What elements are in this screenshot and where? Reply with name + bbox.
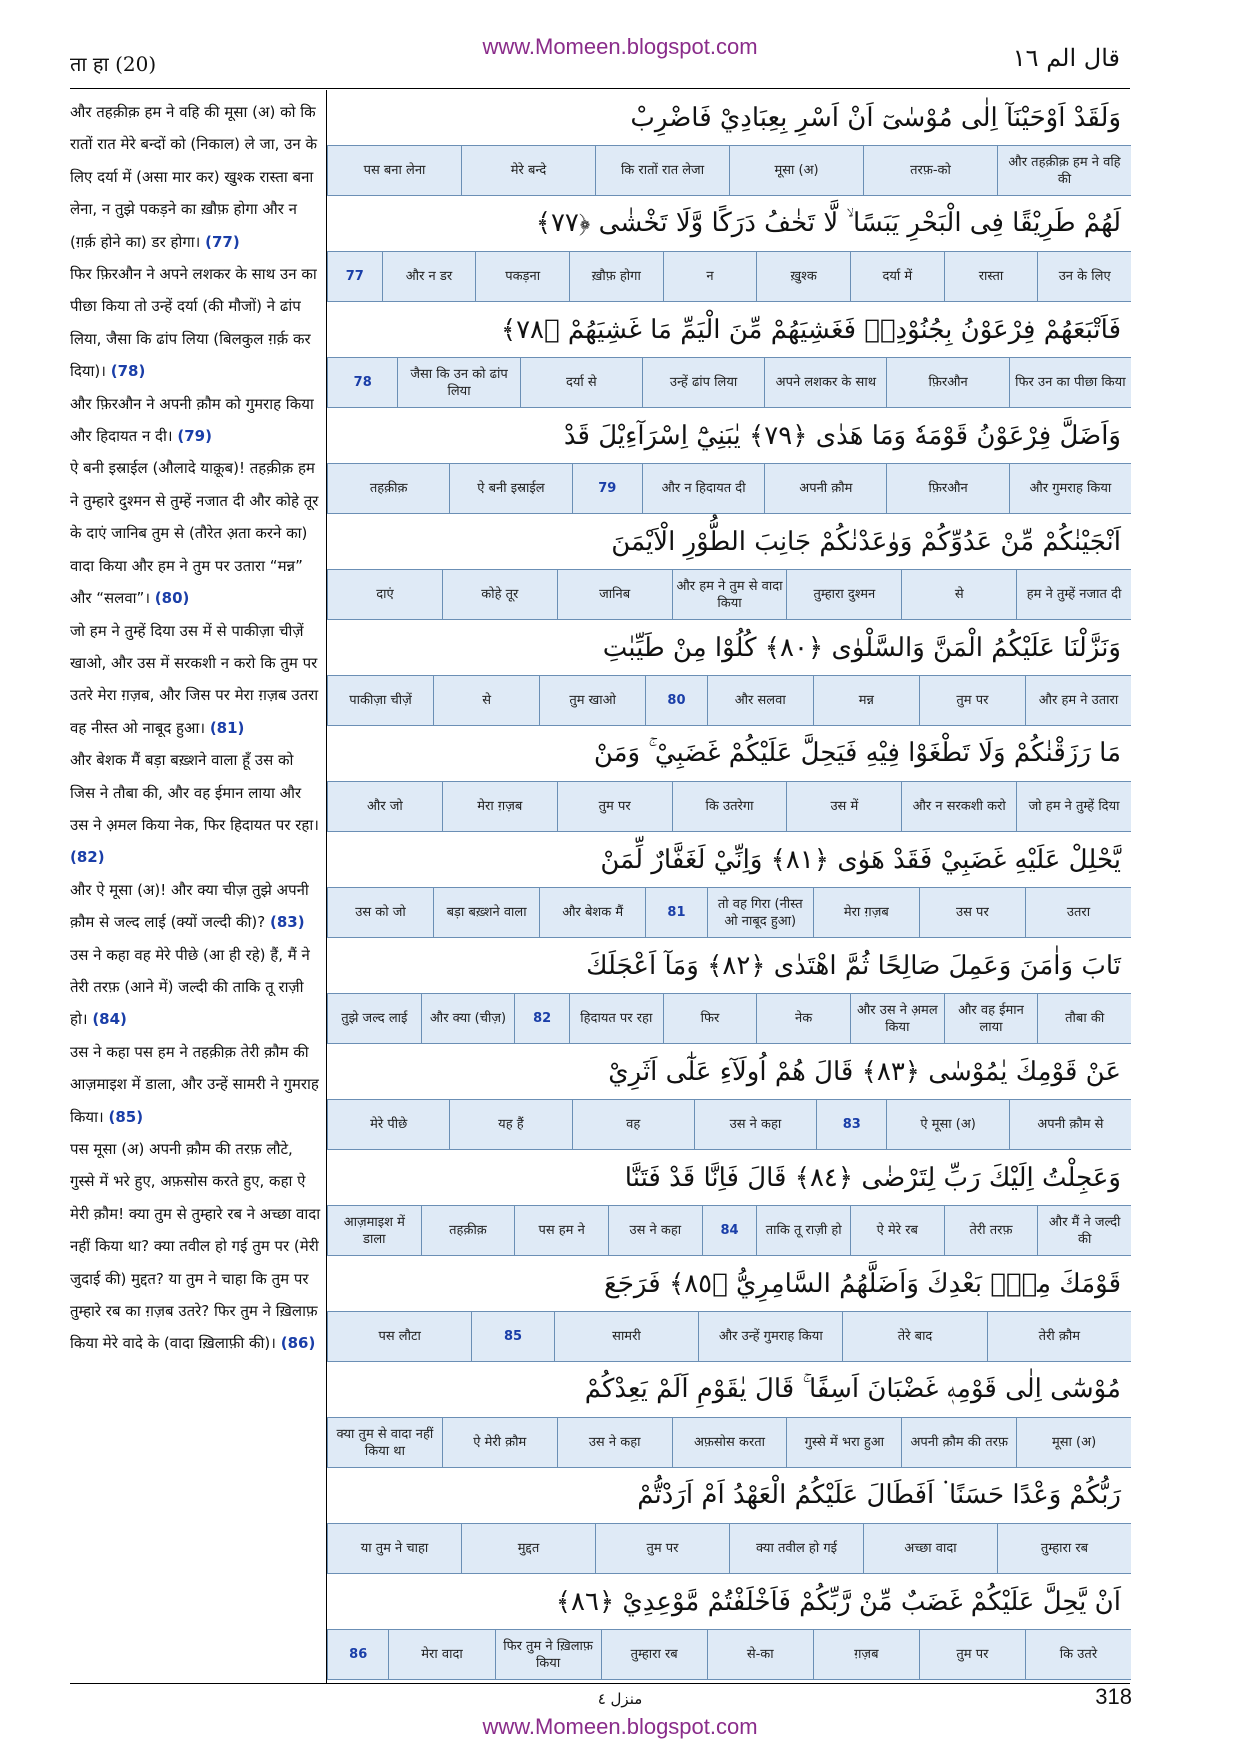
arabic-line: اَنْجَيْنٰكُمْ مِّنْ عَدُوِّكُمْ وَوٰعَدْنٰكُمْ جَانِبَ الطُّوْرِ الْاَيْمَنَ <box>327 514 1131 570</box>
translation-paragraph <box>70 1133 322 1360</box>
verse-number-cell: 85 <box>471 1312 554 1361</box>
juz-header: قال الم ١٦ <box>1012 44 1120 72</box>
word-cell: और न सरकशी करो <box>901 782 1016 831</box>
word-translation-row <box>327 252 1131 302</box>
word-cell: तेरे बाद <box>842 1312 986 1361</box>
word-cell: और हम ने तुम से वादा किया <box>672 570 787 619</box>
site-url-footer[interactable]: www.Momeen.blogspot.com <box>482 1714 758 1739</box>
bottom-divider <box>70 1683 1130 1684</box>
arabic-line: وَعَجِلْتُ اِلَيْكَ رَبِّ لِتَرْضٰى ﴿٨٤﴾ قَالَ فَاِنَّا قَدْ فَتَنَّا <box>327 1150 1131 1206</box>
word-cell: हम ने तुम्हें नजात दी <box>1016 570 1131 619</box>
word-cell: उस में <box>786 782 901 831</box>
arabic-line: وَاَضَلَّ فِرْعَوْنُ قَوْمَهٗ وَمَا هَدٰى ﴿٧٩﴾ يٰبَنِيْٓ اِسْرَآءِيْلَ قَدْ <box>327 408 1131 464</box>
verse-number: (81) <box>209 718 245 737</box>
translation-text: फिर फ़िरऔन ने अपने लशकर के साथ उन का पीछा किया तो उन्हें दर्या (की मौजों) ने ढांप लिया, जैसा कि ढांप लिया (बिलकुल ग़र्क़ कर दिया)। <box>70 265 317 381</box>
word-cell: दर्या से <box>520 358 642 407</box>
word-cell: तुम पर <box>919 1630 1025 1679</box>
translation-text: उस ने कहा वह मेरे पीछे (आ ही रहे) हैं, मैं ने तेरी तरफ़ (आने में) जल्दी की ताकि तू राज़ी हो। <box>70 945 310 1029</box>
translation-text: पस मूसा (अ) अपनी क़ौम की तरफ़ लौटे, गुस्से में भरे हुए, अफ़सोस करते हुए, कहा ऐ मेरी क़ौम! क्या तुम से तुम्हारे रब ने अच्छा वादा नहीं किया था? क्या तवील हो गई तुम पर (मेरी जुदाई की) मुद्दत? या तुम ने चाहा कि तुम पर तुम्हारे रब का ग़ज़ब उतरे? फिर तुम ने ख़िलाफ़ किया मेरे वादे के (वादा ख़िलाफ़ी की)। <box>70 1140 321 1353</box>
arabic-line: لَهُمْ طَرِيْقًا فِى الْبَحْرِ يَبَسًا ۙ لَّا تَخٰفُ دَرَكًا وَّلَا تَخْشٰى ﴿٧٧﴾ <box>327 196 1131 252</box>
word-cell: तो वह गिरा (नीस्त ओ नाबूद हुआ) <box>707 888 813 937</box>
verse-number: (83) <box>270 913 305 932</box>
word-translation-row <box>327 1418 1131 1468</box>
arabic-line: قَوْمَكَ مِنْۢ بَعْدِكَ وَاَضَلَّهُمُ السَّامِرِيُّ ﴿٨٥﴾ فَرَجَعَ <box>327 1256 1131 1312</box>
translation-paragraph <box>70 452 322 614</box>
word-cell: उस ने कहा <box>694 1100 816 1149</box>
verse-number: (78) <box>110 362 146 381</box>
word-cell: ऐ बनी इस्राईल <box>449 464 571 513</box>
word-cell: या तुम ने चाहा <box>327 1524 461 1573</box>
word-cell: अच्छा वादा <box>863 1524 997 1573</box>
word-cell: और गुमराह किया <box>1009 464 1131 513</box>
word-cell: और हम ने उतारा <box>1025 676 1131 725</box>
word-cell: ख़ौफ़ होगा <box>569 252 663 301</box>
translation-paragraph <box>70 744 322 874</box>
word-translation-row <box>327 888 1131 938</box>
page-number: 318 <box>1095 1684 1132 1709</box>
word-cell: पस लौटा <box>327 1312 471 1361</box>
word-cell: और सलवा <box>707 676 813 725</box>
word-cell: सामरी <box>554 1312 698 1361</box>
word-cell: ऐ मूसा (अ) <box>886 1100 1008 1149</box>
word-cell: अपनी क़ौम की तरफ़ <box>901 1418 1016 1467</box>
arabic-line: تَابَ وَاٰمَنَ وَعَمِلَ صَالِحًا ثُمَّ اهْتَدٰى ﴿٨٢﴾ وَمَآ اَعْجَلَكَ <box>327 938 1131 994</box>
word-cell: कोहे तूर <box>442 570 557 619</box>
arabic-line: رَبُّكُمْ وَعْدًا حَسَنًا ۬ اَفَطَالَ عَلَيْكُمُ الْعَهْدُ اَمْ اَرَدْتُّمْ <box>327 1468 1131 1524</box>
word-cell: तेरी क़ौम <box>987 1312 1131 1361</box>
word-translation-row <box>327 464 1131 514</box>
word-cell: ऐ मेरी क़ौम <box>442 1418 557 1467</box>
word-translation-row <box>327 570 1131 620</box>
word-translation-row <box>327 1206 1131 1256</box>
word-cell: दाएं <box>327 570 442 619</box>
word-cell: गुस्से में भरा हुआ <box>786 1418 901 1467</box>
verse-number: (80) <box>154 589 190 608</box>
word-cell: रास्ता <box>944 252 1038 301</box>
word-cell: अपनी क़ौम से <box>1009 1100 1131 1149</box>
word-cell: उस को जो <box>327 888 433 937</box>
translation-text: जो हम ने तुम्हें दिया उस में से पाकीज़ा चीज़ें खाओ, और उस में सरकशी न करो कि तुम पर उतरे मेरा ग़ज़ब, और जिस पर मेरा ग़ज़ब उतरा वह नीस्त ओ नाबूद हुआ। <box>70 621 319 737</box>
word-cell: और मैं ने जल्दी की <box>1037 1206 1131 1255</box>
word-cell: जो हम ने तुम्हें दिया <box>1016 782 1131 831</box>
word-cell: पस हम ने <box>514 1206 608 1255</box>
word-cell: आज़माइश में डाला <box>327 1206 421 1255</box>
translation-paragraph <box>70 874 322 939</box>
word-cell: तहक़ीक़ <box>421 1206 515 1255</box>
word-cell: उन के लिए <box>1037 252 1131 301</box>
translation-text: और बेशक मैं बड़ा बख़्शने वाला हूँ उस को जिस ने तौबा की, और वह ईमान लाया और उस ने अ़मल किया नेक, फिर हिदायत पर रहा। <box>70 751 319 834</box>
word-cell: फ़िरऔन <box>886 358 1008 407</box>
translation-paragraph <box>70 1036 322 1133</box>
translation-paragraph <box>70 96 322 258</box>
top-divider <box>70 88 1130 89</box>
word-cell: से-का <box>707 1630 813 1679</box>
arabic-line: وَنَزَّلْنَا عَلَيْكُمُ الْمَنَّ وَالسَّلْوٰى ﴿٨٠﴾ كُلُوْا مِنْ طَيِّبٰتِ <box>327 620 1131 676</box>
word-translation-row <box>327 146 1131 196</box>
word-cell: फ़िरऔन <box>886 464 1008 513</box>
word-cell: मेरा ग़ज़ब <box>442 782 557 831</box>
word-translation-row <box>327 1524 1131 1574</box>
word-cell: मुद्दत <box>461 1524 595 1573</box>
verse-number: (79) <box>177 427 212 446</box>
verse-number: (82) <box>70 848 105 867</box>
verse-number-cell: 86 <box>327 1630 388 1679</box>
verse-number: (85) <box>108 1107 144 1126</box>
site-url-header[interactable]: www.Momeen.blogspot.com <box>482 34 758 59</box>
translation-text: और ऐ मूसा (अ)! और क्या चीज़ तुझे अपनी क़ौम से जल्द लाई (क्यों जल्दी की)? <box>70 880 309 932</box>
word-cell: और क्या (चीज़) <box>421 994 515 1043</box>
word-cell: वह <box>572 1100 694 1149</box>
word-cell: से <box>433 676 539 725</box>
word-translation-row <box>327 358 1131 408</box>
verse-number-cell: 80 <box>645 676 706 725</box>
word-cell: क्या तुम से वादा नहीं किया था <box>327 1418 442 1467</box>
word-cell: पाकीज़ा चीज़ें <box>327 676 433 725</box>
word-cell: ऐ मेरे रब <box>850 1206 944 1255</box>
word-cell: ख़ुश्क <box>756 252 850 301</box>
translation-text: और तहक़ीक़ हम ने वहि की मूसा (अ) को कि रातों रात मेरे बन्दों को (निकाल) ले जा, उन के लिए दर्या में (असा मार कर) खुश्क रास्ता बना लेना, न तुझे पकड़ने का ख़ौफ़ होगा और न (ग़र्क़ होने का) डर होगा। <box>70 103 318 251</box>
word-cell: तुम खाओ <box>539 676 645 725</box>
verse-number-cell: 82 <box>514 994 569 1043</box>
word-cell: और वह ईमान लाया <box>944 994 1038 1043</box>
word-cell: तुम पर <box>557 782 672 831</box>
word-cell: उस ने कहा <box>608 1206 702 1255</box>
word-cell: मेरे बन्दे <box>461 146 595 195</box>
verse-number-cell: 77 <box>327 252 382 301</box>
word-cell: ग़ज़ब <box>813 1630 919 1679</box>
word-cell: मेरा ग़ज़ब <box>813 888 919 937</box>
word-cell: क्या तवील हो गई <box>729 1524 863 1573</box>
word-cell: और उन्हें गुमराह किया <box>698 1312 842 1361</box>
word-cell: और न हिदायत दी <box>642 464 764 513</box>
word-cell: फिर <box>663 994 757 1043</box>
word-cell: न <box>663 252 757 301</box>
word-cell: से <box>901 570 1016 619</box>
word-cell: उन्हें ढांप लिया <box>642 358 764 407</box>
word-cell: उतरा <box>1025 888 1131 937</box>
surah-header: ता हा (20) <box>70 52 157 76</box>
word-cell: तरफ़-को <box>863 146 997 195</box>
word-cell: फिर तुम ने ख़िलाफ़ किया <box>495 1630 601 1679</box>
verse-number-cell: 79 <box>572 464 642 513</box>
word-cell: और उस ने अ़मल किया <box>850 994 944 1043</box>
word-cell: यह हैं <box>449 1100 571 1149</box>
word-cell: और न डर <box>382 252 476 301</box>
manzil-label: منزل ٤ <box>597 1690 643 1708</box>
word-cell: तुम्हारा रब <box>601 1630 707 1679</box>
word-cell: और बेशक मैं <box>539 888 645 937</box>
word-cell: मन्न <box>813 676 919 725</box>
translation-paragraph <box>70 939 322 1036</box>
hindi-translation-column <box>70 96 322 1360</box>
arabic-line: مَا رَزَقْنٰكُمْ وَلَا تَطْغَوْا فِيْهِ فَيَحِلَّ عَلَيْكُمْ غَضَبِيْ ۚ وَمَنْ <box>327 726 1131 782</box>
word-cell: कि उतरेगा <box>672 782 787 831</box>
word-cell: मूसा (अ) <box>729 146 863 195</box>
word-cell: तुझे जल्द लाई <box>327 994 421 1043</box>
verse-number-cell: 83 <box>816 1100 886 1149</box>
word-cell: कि उतरे <box>1025 1630 1131 1679</box>
word-translation-row <box>327 676 1131 726</box>
arabic-line: اَنْ يَّحِلَّ عَلَيْكُمْ غَضَبٌ مِّنْ رَّبِّكُمْ فَاَخْلَفْتُمْ مَّوْعِدِيْ ﴿٨٦﴾ <box>327 1574 1131 1630</box>
word-cell: तुम पर <box>595 1524 729 1573</box>
word-cell: अपनी क़ौम <box>764 464 886 513</box>
verse-number-cell: 78 <box>327 358 397 407</box>
arabic-line: وَلَقَدْ اَوْحَيْنَآ اِلٰى مُوْسٰىٓ اَنْ اَسْرِ بِعِبَادِيْ فَاضْرِبْ <box>327 90 1131 146</box>
word-cell: तुम पर <box>919 676 1025 725</box>
word-cell: मूसा (अ) <box>1016 1418 1131 1467</box>
word-translation-row <box>327 782 1131 832</box>
word-cell: फिर उन का पीछा किया <box>1009 358 1131 407</box>
arabic-line: فَاَتْبَعَهُمْ فِرْعَوْنُ بِجُنُوْدِهٖ فَغَشِيَهُمْ مِّنَ الْيَمِّ مَا غَشِيَهُمْ ﴿٧٨﴾ <box>327 302 1131 358</box>
word-cell: पकड़ना <box>475 252 569 301</box>
arabic-line: يَّحْلِلْ عَلَيْهِ غَضَبِيْ فَقَدْ هَوٰى ﴿٨١﴾ وَاِنِّيْ لَغَفَّارٌ لِّمَنْ <box>327 832 1131 888</box>
translation-text: और फ़िरऔन ने अपनी क़ौम को गुमराह किया और हिदायत न दी। <box>70 394 314 446</box>
arabic-line: مُوْسٰٓى اِلٰى قَوْمِهٖ غَضْبَانَ اَسِفًا ۚ قَالَ يٰقَوْمِ اَلَمْ يَعِدْكُمْ <box>327 1362 1131 1418</box>
word-cell: तौबा की <box>1037 994 1131 1043</box>
verse-number: (86) <box>280 1334 316 1353</box>
word-by-word-grid <box>326 90 1131 1683</box>
word-cell: अपने लशकर के साथ <box>764 358 886 407</box>
word-cell: मेरे पीछे <box>327 1100 449 1149</box>
verse-number-cell: 84 <box>702 1206 757 1255</box>
word-cell: उस पर <box>919 888 1025 937</box>
translation-paragraph <box>70 615 322 745</box>
word-cell: तहक़ीक़ <box>327 464 449 513</box>
word-cell: तुम्हारा रब <box>997 1524 1131 1573</box>
word-cell: तुम्हारा दुश्मन <box>786 570 901 619</box>
word-cell: और जो <box>327 782 442 831</box>
word-cell: उस ने कहा <box>557 1418 672 1467</box>
word-cell: और तहक़ीक़ हम ने वहि की <box>997 146 1131 195</box>
verse-number-cell: 81 <box>645 888 706 937</box>
word-cell: हिदायत पर रहा <box>569 994 663 1043</box>
word-cell: ताकि तू राज़ी हो <box>756 1206 850 1255</box>
word-cell: कि रातों रात लेजा <box>595 146 729 195</box>
translation-paragraph <box>70 388 322 453</box>
verse-number: (77) <box>205 232 240 251</box>
word-cell: नेक <box>756 994 850 1043</box>
word-translation-row <box>327 1630 1131 1680</box>
translation-text: उस ने कहा पस हम ने तहक़ीक़ तेरी क़ौम की आज़माइश में डाला, और उन्हें सामरी ने गुमराह किया। <box>70 1042 319 1126</box>
word-cell: मेरा वादा <box>388 1630 494 1679</box>
word-cell: जैसा कि उन को ढांप लिया <box>397 358 519 407</box>
word-translation-row <box>327 1100 1131 1150</box>
word-cell: तेरी तरफ़ <box>944 1206 1038 1255</box>
word-cell: दर्या में <box>850 252 944 301</box>
word-cell: पस बना लेना <box>327 146 461 195</box>
verse-number: (84) <box>92 1010 127 1029</box>
word-cell: जानिब <box>557 570 672 619</box>
word-cell: अफ़सोस करता <box>672 1418 787 1467</box>
arabic-line: عَنْ قَوْمِكَ يٰمُوْسٰى ﴿٨٣﴾ قَالَ هُمْ اُولَآءِ عَلٰٓى اَثَرِيْ <box>327 1044 1131 1100</box>
word-translation-row <box>327 994 1131 1044</box>
translation-paragraph <box>70 258 322 388</box>
word-translation-row <box>327 1312 1131 1362</box>
translation-text: ऐ बनी इस्राईल (औलादे याक़ूब)! तहक़ीक़ हम ने तुम्हारे दुश्मन से तुम्हें नजात दी और कोहे तूर के दाएं जानिब तुम से (तौरेत अ़ता करने का) वादा किया और हम ने तुम पर उतारा “मन्न” और “सलवा”। <box>70 459 319 608</box>
word-cell: बड़ा बख़्शने वाला <box>433 888 539 937</box>
